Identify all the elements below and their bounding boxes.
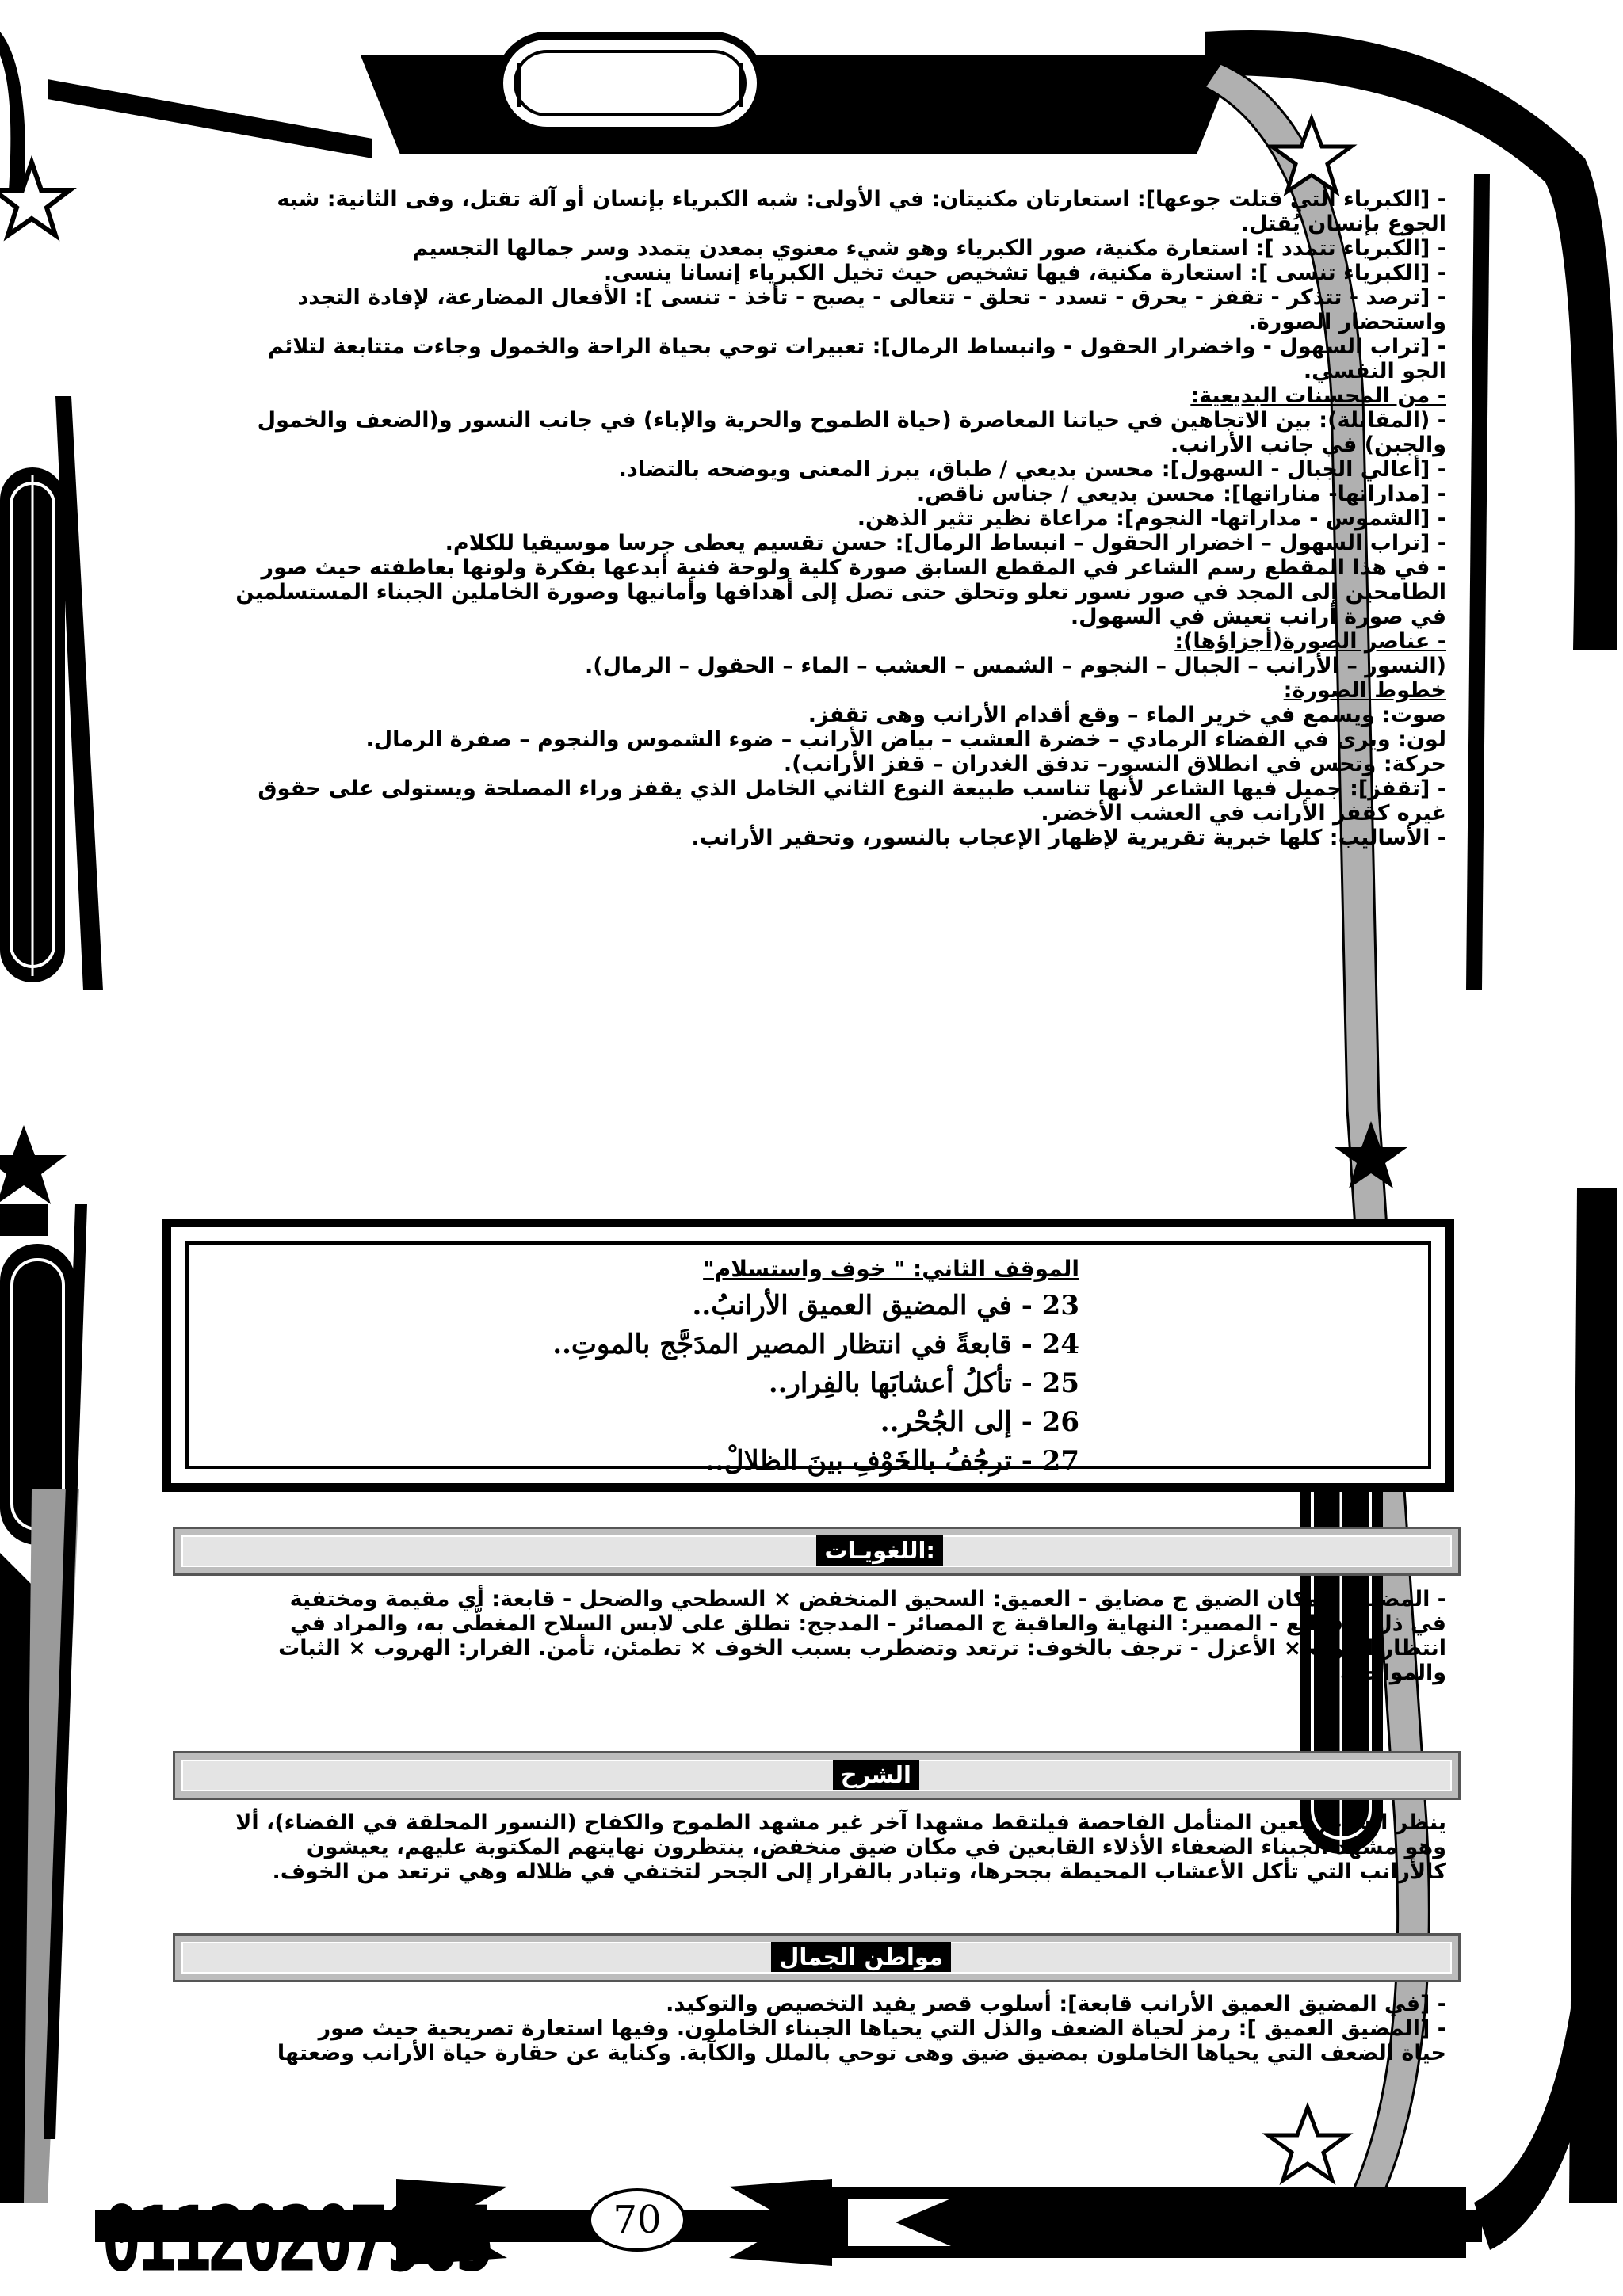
text-line: انتظار الموت × الأعزل - ترجف بالخوف: ترتعد وتضطرب بسبب الخوف × تطمئن، تأمن. الفرار: الهروب × الثبات — [278, 1636, 1446, 1661]
poem-verse: 26 - إلى الجُحْر.. — [880, 1406, 1079, 1438]
text-line: حياة الضعف التي يحياها الخاملون بمضيق ضيق وهى توحي بالملل والكآبة. وكناية عن حقارة حياة الأرانب وضعتها — [277, 2041, 1446, 2065]
star-icon — [1268, 2107, 1347, 2180]
text-line: - الأساليب: كلها خبرية تقريرية لإظهار الإعجاب بالنسور، وتحقير الأرانب. — [691, 826, 1446, 850]
text-line: الجو النفسي. — [1303, 359, 1446, 383]
text-line: الجوع بإنسان يُقتل. — [1240, 212, 1446, 236]
section-label: الشرح — [833, 1760, 919, 1790]
top-banner — [361, 55, 1236, 154]
text-line: والمواجهة. — [1331, 1661, 1446, 1685]
lughawiyat-content — [194, 1587, 1446, 1685]
text-line: - [في المضيق العميق الأرانب قابعة]: أسلوب قصر يفيد التخصيص والتوكيد. — [666, 1992, 1446, 2016]
footer-phone-number: 01120207965 — [101, 2187, 491, 2292]
text-line: - [الكبرياء تنسى ]: استعارة مكنية، فيها تشخيص حيث تخيل الكبرياء إنسانا ينسى. — [603, 261, 1446, 285]
text-line: - المضيق: المكان الضيق ج مضايق - العميق: السحيق المنخفض × السطحي والضحل - قابعة: أي مقيمة ومختفية — [289, 1587, 1446, 1611]
poem-verse: 25 - تأكلُ أعشابَها بالفِرار.. — [768, 1367, 1079, 1399]
text-line: - [تقفز]: جميل فيها الشاعر لأنها تناسب طبيعة النوع الثاني الخامل الذي يقفز وراء المصلحة ويستولى على حقوق — [258, 776, 1446, 801]
poem-verses — [552, 1256, 1079, 1481]
page-number: 70 — [588, 2188, 686, 2252]
section-bar-jamal — [173, 1933, 1461, 1982]
star-icon — [0, 1125, 67, 1204]
text-line: - [تراب السهول – اخضرار الحقول – انبساط الرمال]: حسن تقسيم يعطى جرسا موسيقيا للكلام. — [445, 531, 1446, 555]
jamal-content — [194, 1992, 1446, 2065]
subheading-muhassanat: - من المحسنات البديعية: — [1190, 383, 1446, 408]
poem-verse: 27 - ترجُفُ بالخَوْفِ بينَ الظلالْ.. — [705, 1445, 1079, 1477]
text-line: في ذل ج قوابع - المصير: النهاية والعاقبة ج المصائر - المدجج: تطلق على لابس السلاح المغطَّى به، والمراد في — [290, 1611, 1446, 1636]
poem-title: الموقف الثاني: " خوف واستسلام" — [703, 1256, 1079, 1282]
section-label: :اللغويـات — [816, 1535, 943, 1566]
poem-verse: 23 - في المضيق العميق الأرانبُ.. — [692, 1290, 1079, 1322]
text-line: واستحضار الصورة. — [1248, 310, 1446, 334]
subheading-khutut: خطوط الصورة: — [1283, 678, 1446, 703]
poem-verse: 24 - قابعةً في انتظار المصير المدَجَّج بالموتِ.. — [552, 1329, 1079, 1360]
text-line: - [تراب السهول - واخضرار الحقول - وانبساط الرمال]: تعبيرات توحي بحياة الراحة والخمول وجاءت متتابعة لتلائم — [268, 334, 1446, 359]
main-content — [194, 187, 1446, 850]
text-line: لون: ويرى في الفضاء الرمادي – خضرة العشب – بياض الأرانب – ضوء الشموس والنجوم – صفرة الرمال. — [365, 727, 1446, 752]
text-line: حركة: وتحس في انطلاق النسور– تدفق الغدران – قفز الأرانب). — [783, 752, 1446, 776]
text-line: صوت: ويسمع في خرير الماء – وقع أقدام الأرانب وهى تقفز. — [808, 703, 1446, 727]
subheading-anasir: - عناصر الصورة(أجزاؤها): — [1174, 629, 1446, 654]
sharh-content — [194, 1810, 1446, 1884]
text-line: - [الكبرياء تتمدد ]: استعارة مكنية، صور الكبرياء وهو شيء معنوي بمعدن يتمدد وسر جمالها التجسيم — [412, 236, 1446, 261]
text-line: غيره كقفز الأرانب في العشب الأخضر. — [1041, 801, 1446, 826]
text-line: في صورة أرانب تعيش في السهول. — [1070, 605, 1446, 629]
top-left-diagonal-rod — [48, 79, 372, 158]
text-line: الطامحين إلى المجد في صور نسور تعلو وتحلق حتى تصل إلى أهدافها وأمانيها وصورة الخاملين الجبناء المستسلمين — [235, 580, 1446, 605]
text-line: والجبن) في جانب الأرانب. — [1170, 433, 1446, 457]
section-bar-lughawiyat — [173, 1527, 1461, 1576]
text-line: وهو مشهد الجبناء الضعفاء الأذلاء القابعين في مكان ضيق منخفض، ينتظرون نهايتهم المكتوبة عليهم، يعيشون — [306, 1835, 1446, 1859]
text-line: - [ترصد - تتذكر - تقفز - يحرق - تسدد - تحلق - تتعالى - يصبح - تأخذ - تنسى ]: الأفعال المضارعة، لإفادة التجدد — [297, 285, 1446, 310]
text-line: - في هذا المقطع رسم الشاعر في المقطع السابق صورة كلية ولوحة فنية أبدعها بفكرة ولونها بعاطفته حيث صور — [261, 555, 1446, 580]
text-line: - [المضيق العميق ]: رمز لحياة الضعف والذل التي يحياها الجبناء الخاملون. وفيها استعارة تصريحية حيث صور — [318, 2016, 1446, 2041]
poem-box — [162, 1219, 1454, 1492]
section-bar-sharh — [173, 1751, 1461, 1800]
text-line: - (المقابلة): بين الاتجاهين في حياتنا المعاصرة (حياة الطموح والحرية والإباء) في جانب النسور و(الضعف والخمول — [257, 408, 1446, 433]
text-line: ينظر الشاعر بعين المتأمل الفاحصة فيلتقط مشهدا آخر غير مشهد الطموح والكفاح (النسور المحلقة في الفضاء)، ألا — [235, 1810, 1446, 1835]
text-line: - [مداراتها- مناراتها]: محسن بديعي / جناس ناقص. — [916, 482, 1446, 506]
text-line: - [الكبرياء التي قتلت جوعها]: استعارتان مكنيتان: في الأولى: شبه الكبرياء بإنسان أو آلة تقتل، وفى الثانية: شبه — [277, 187, 1446, 212]
text-line: - [أعالي الجبال - السهول]: محسن بديعي / طباق، يبرز المعنى ويوضحه بالتضاد. — [618, 457, 1446, 482]
text-line: (النسور – الأرانب – الجبال – النجوم – الشمس – العشب – الماء – الحقول – الرمال). — [585, 654, 1446, 678]
text-line: - [الشموس - مداراتها- النجوم]: مراعاة نظير تثير الذهن. — [857, 506, 1446, 531]
text-line: كالأرانب التي تأكل الأعشاب المحيطة بجحرها، وتبادر بالفرار إلى الجحر لتختفي في ظلاله وهي ترتعد من الخوف. — [272, 1859, 1446, 1884]
section-label: مواطن الجمال — [771, 1942, 951, 1972]
